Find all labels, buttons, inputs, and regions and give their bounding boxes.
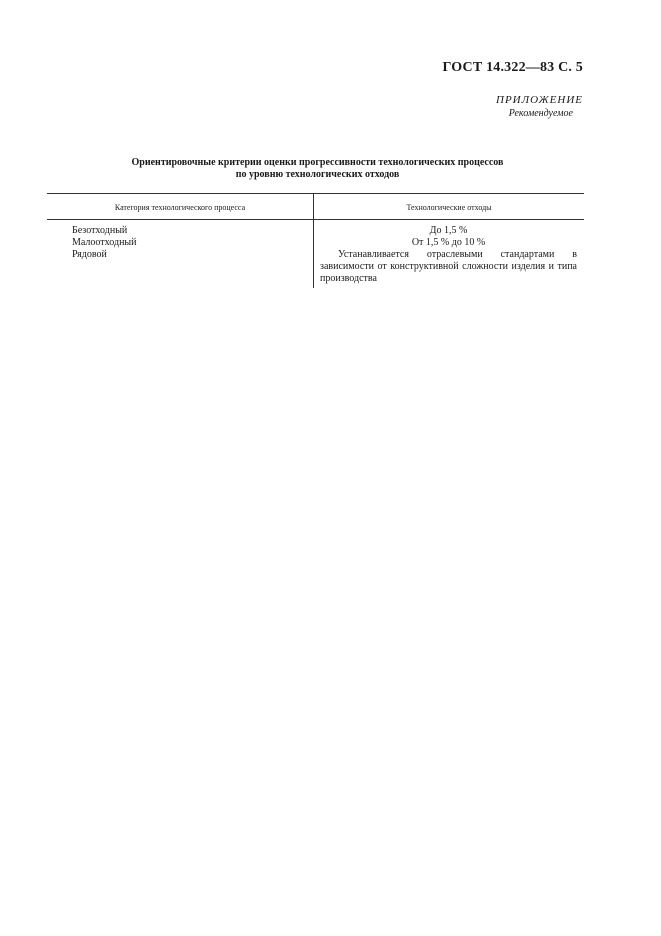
appendix-title: ПРИЛОЖЕНИЕ xyxy=(496,94,583,106)
table-cell-waste: От 1,5 % до 10 % xyxy=(411,237,486,248)
table-cell-waste: До 1,5 % xyxy=(429,225,468,236)
table-cell-category: Рядовой xyxy=(72,249,107,260)
page-header: ГОСТ 14.322—83 С. 5 xyxy=(442,60,583,75)
column-header-waste: Технологические отходы xyxy=(406,203,492,212)
table-cell-category: Малоотходный xyxy=(72,237,137,248)
column-header-category: Категория технологического процесса xyxy=(114,203,246,212)
table-cell-waste: Устанавливается отраслевыми стандартами в зависимости от конструктивной сложности изделия и типа производства xyxy=(320,249,577,284)
document-title xyxy=(50,157,585,181)
criteria-table xyxy=(47,193,584,293)
document-title-line-1: Ориентировочные критерии оценки прогрессивности технологических процессов xyxy=(131,157,504,168)
table-top-rule xyxy=(47,193,584,194)
table-header-rule xyxy=(47,219,584,220)
table-cell-category: Безотходный xyxy=(72,225,128,236)
appendix-subtitle: Рекомендуемое xyxy=(508,108,573,119)
appendix-label xyxy=(496,94,583,120)
waste-column xyxy=(320,225,577,285)
category-column xyxy=(72,225,137,261)
document-title-line-2: по уровню технологических отходов xyxy=(235,169,400,180)
